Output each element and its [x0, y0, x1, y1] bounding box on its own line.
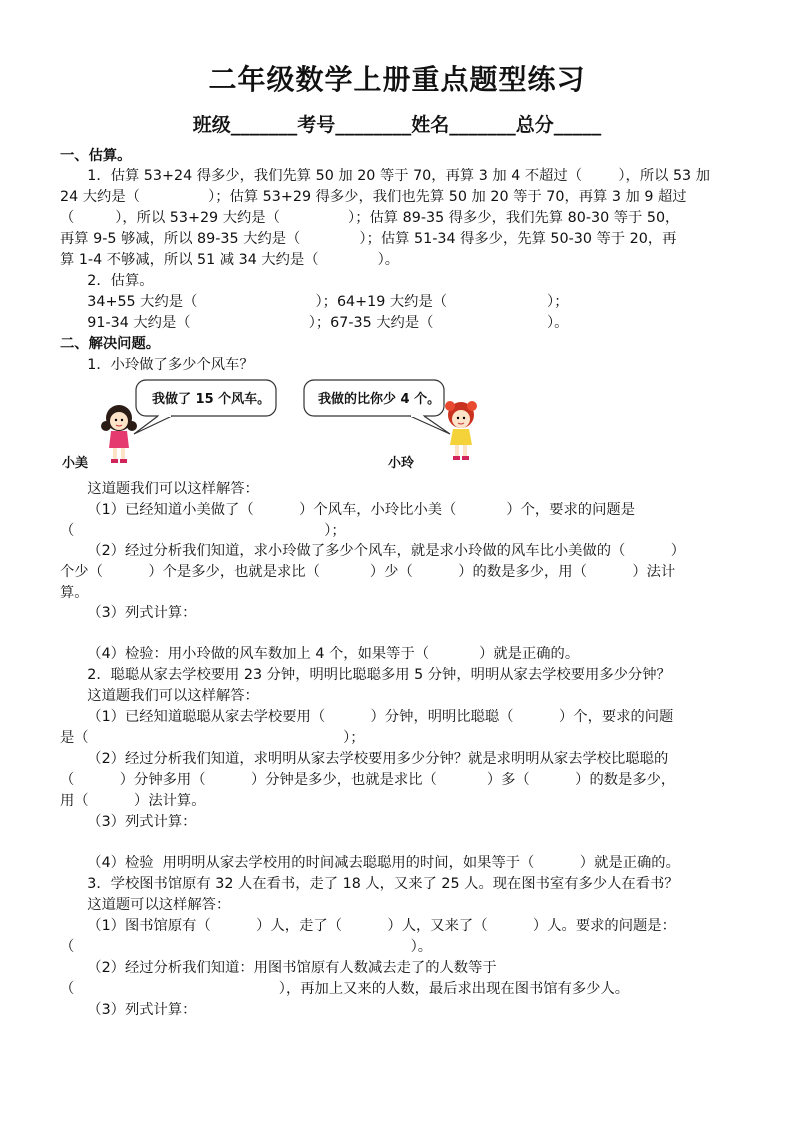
bubble-left-text: 我做了 15 个风车。: [152, 392, 271, 407]
name-label-xiaoling: 小玲: [388, 456, 415, 471]
girl-xiaoling-illustration: [440, 398, 482, 464]
q1-line: （3）列式计算：: [60, 605, 197, 621]
q2-line: 用（ ）法计算。: [60, 793, 206, 809]
q1-line: （ ）；: [60, 523, 346, 539]
q1-line: （1）已经知道小美做了（ ）个风车，小玲比小美（ ）个，要求的问题是: [60, 502, 635, 518]
q2-line: （2）经过分析我们知道，求明明从家去学校要用多少分钟？就是求明明从家去学校比聪聪的: [60, 751, 669, 767]
q1-line: 个少（ ）个是多少，也就是求比（ ）少（ ）的数是多少，用（ ）法计: [60, 564, 676, 580]
speech-bubble-right: [300, 378, 460, 438]
q2-line: （4）检验 用明明从家去学校用的时间减去聪聪用的时间，如果等于（ ）就是正确的。: [60, 855, 680, 871]
estimate-q2-line: 34+55 大约是（ ）；64+19 大约是（ ）；: [60, 294, 569, 310]
q3-line: （2）经过分析我们知道：用图书馆原有人数减去走了的人数等于: [60, 960, 497, 976]
estimate-q2-line: 2．估算。: [60, 273, 154, 289]
q1-line: 这道题我们可以这样解答：: [60, 481, 259, 497]
estimate-text-line: 算 1-4 不够减，所以 51 减 34 大约是（ ）。: [60, 252, 400, 268]
estimate-text-line: 1．估算 53+24 得多少，我们先算 50 加 20 等于 70，再算 3 加 4 不超过（ ），所以 53 加: [60, 168, 710, 184]
q2-line: 2．聪聪从家去学校要用 23 分钟，明明比聪聪多用 5 分钟，明明从家去学校要用多少分钟？: [60, 667, 671, 683]
estimate-text-line: 24 大约是（ ）；估算 53+29 得多少，我们也先算 50 加 20 等于 70，再算 3 加 9 超过: [60, 189, 687, 205]
q2-line: 这道题我们可以这样解答：: [60, 688, 259, 704]
name-label-xiaomei: 小美: [62, 456, 89, 471]
section-one-heading: 一、估算。: [60, 148, 132, 164]
q1-line: （4）检验：用小玲做的风车数加上 4 个，如果等于（ ）就是正确的。: [60, 646, 580, 662]
q2-line: （1）已经知道聪聪从家去学校要用（ ）分钟，明明比聪聪（ ）个，要求的问题: [60, 709, 674, 725]
q1-line: 算。: [60, 585, 89, 601]
girl-xiaomei-illustration: [98, 400, 140, 466]
q3-line: （ ）。: [60, 939, 433, 955]
student-info-line: 班级_______考号________姓名_______总分_____: [192, 114, 602, 136]
q3-line: （1）图书馆原有（ ）人，走了（ ）人，又来了（ ）人。要求的问题是：: [60, 918, 676, 934]
q2-line: 是（ ）；: [60, 730, 365, 746]
q1-line: （2）经过分析我们知道，求小玲做了多少个风车，就是求小玲做的风车比小美做的（ ）: [60, 543, 686, 559]
q3-line: （ ），再加上又来的人数，最后求出现在图书馆有多少人。: [60, 981, 630, 997]
q3-line: （3）列式计算：: [60, 1002, 197, 1018]
speech-bubble-left: [128, 378, 288, 438]
q2-line: （3）列式计算：: [60, 814, 197, 830]
section-two-heading: 二、解决问题。: [60, 336, 161, 352]
page-title: 二年级数学上册重点题型练习: [208, 63, 586, 96]
estimate-q2-line: 91-34 大约是（ ）；67-35 大约是（ ）。: [60, 315, 569, 331]
q2-line: （ ）分钟多用（ ）分钟是多少，也就是求比（ ）多（ ）的数是多少，: [60, 772, 676, 788]
bubble-right-text: 我做的比你少 4 个。: [318, 392, 441, 407]
q3-line: 3．学校图书馆原有 32 人在看书，走了 18 人，又来了 25 人。现在图书室有多少人在看书？: [60, 876, 679, 892]
question-title: 1．小玲做了多少个风车？: [60, 357, 254, 373]
estimate-text-line: 再算 9-5 够减，所以 89-35 大约是（ ）；估算 51-34 得多少，先算 50-30 等于 20，再: [60, 231, 677, 247]
q3-line: 这道题可以这样解答：: [60, 897, 231, 913]
estimate-text-line: （ ），所以 53+29 大约是（ ）；估算 89-35 得多少，我们先算 80-30 等于 50，: [60, 210, 680, 226]
